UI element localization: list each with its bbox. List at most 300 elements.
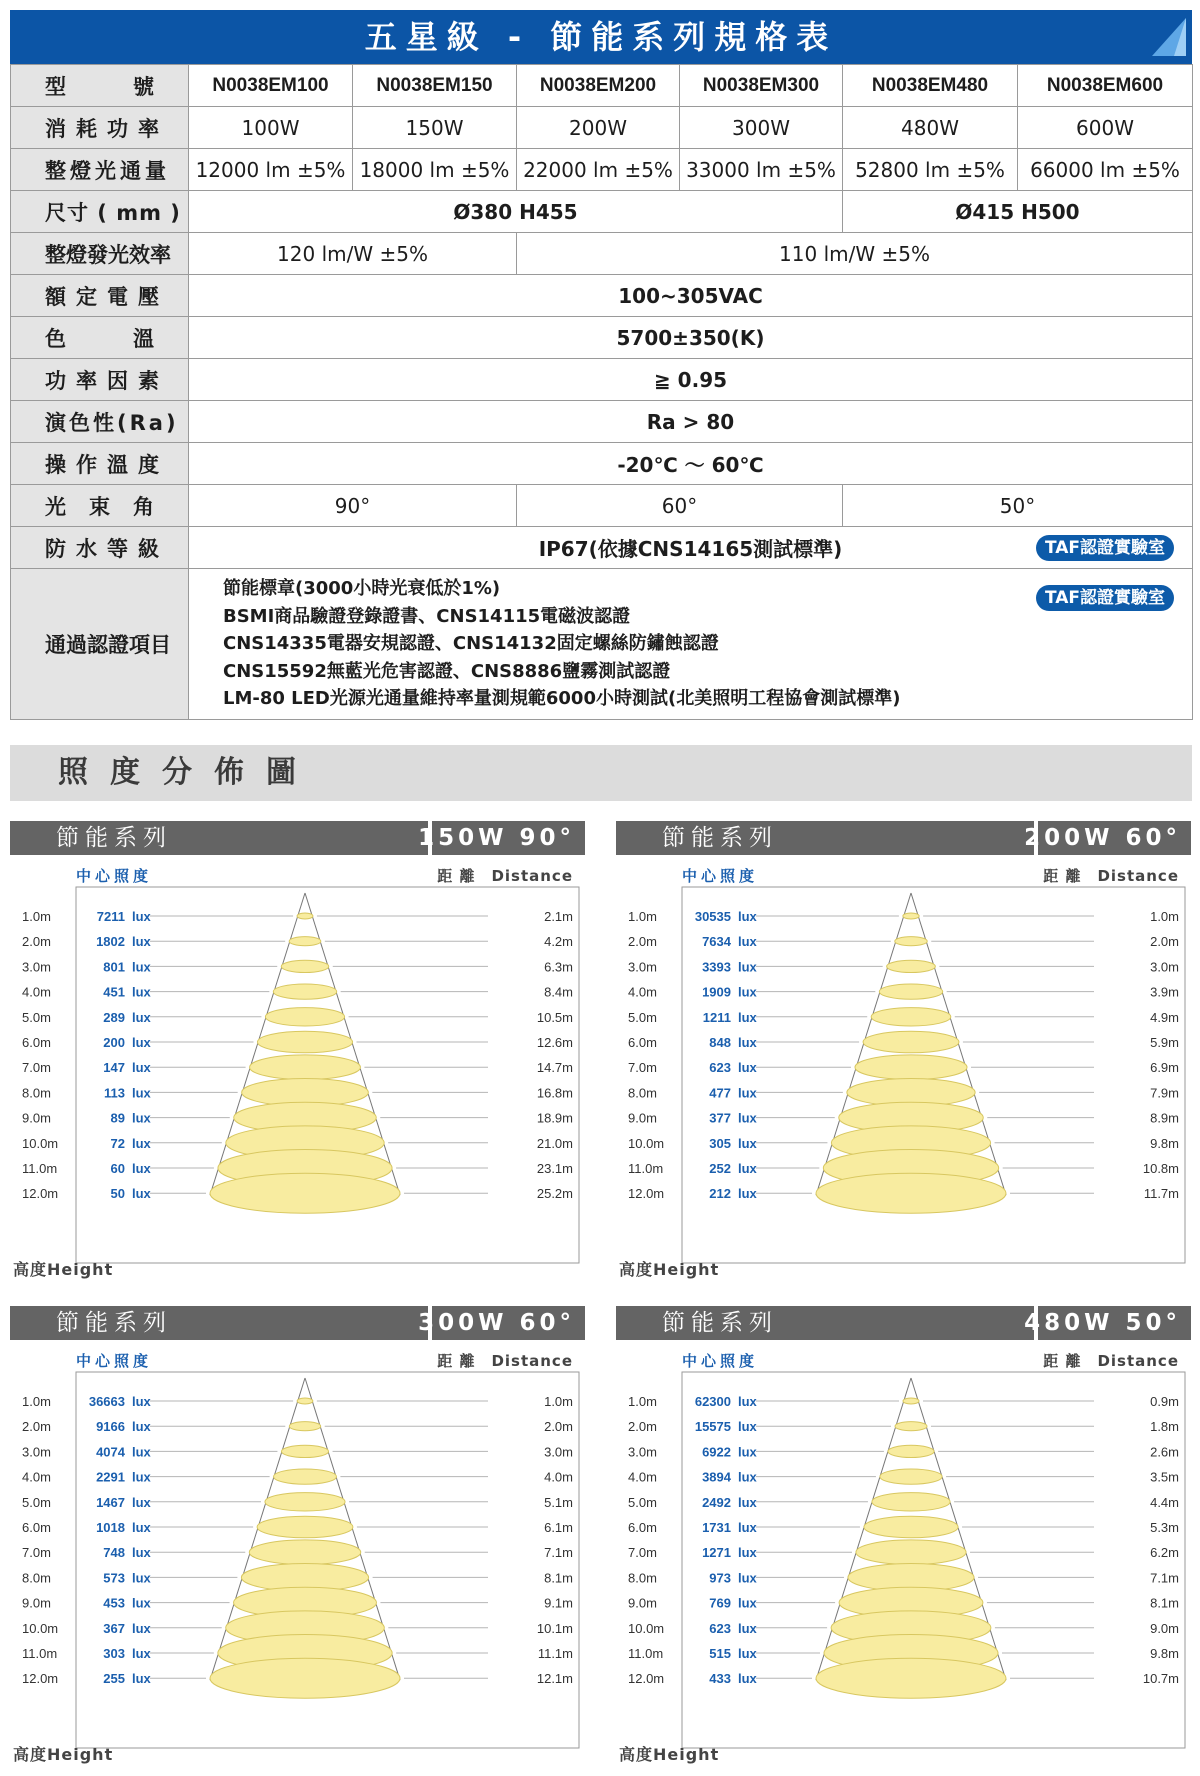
cert-cell xyxy=(189,569,1193,720)
efficacy-cell: 110 lm/W ±5% xyxy=(517,233,1193,275)
distance-label: 距 離 Distance xyxy=(1043,1352,1179,1370)
model-cell: N0038EM600 xyxy=(1018,65,1193,107)
lux-value: 623 xyxy=(709,1060,731,1076)
lux-value: 433 xyxy=(709,1671,731,1687)
lux-unit: lux xyxy=(738,1469,757,1485)
height-label: 高度Height xyxy=(13,1745,114,1764)
pf-cell: ≧ 0.95 xyxy=(189,359,1193,401)
efficacy-label: 整燈發光效率 xyxy=(11,233,189,275)
center-illuminance-label: 中心照度 xyxy=(682,867,759,885)
lux-unit: lux xyxy=(132,1520,151,1535)
distance-value: 14.7m xyxy=(536,1060,573,1076)
flux-cell: 18000 lm ±5% xyxy=(353,149,517,191)
flux-row xyxy=(11,149,1193,191)
height-label: 高度Height xyxy=(13,1260,114,1279)
height-value: 6.0m xyxy=(628,1035,657,1050)
distance-value: 2.0m xyxy=(544,1419,573,1435)
power-label: 消耗功率 xyxy=(11,107,189,149)
lux-unit: lux xyxy=(738,959,757,975)
light-ellipse xyxy=(879,984,942,999)
lux-unit: lux xyxy=(132,1135,151,1151)
height-value: 6.0m xyxy=(22,1035,51,1050)
lux-value: 7211 xyxy=(96,909,125,924)
lux-unit: lux xyxy=(132,1570,151,1586)
illuminance-panel xyxy=(616,821,1191,1279)
lux-value: 477 xyxy=(709,1085,731,1101)
lux-value: 9166 xyxy=(96,1419,125,1435)
lux-value: 1909 xyxy=(702,984,731,1000)
lux-unit: lux xyxy=(132,1545,151,1561)
light-ellipse xyxy=(281,1445,328,1457)
distance-value: 7.9m xyxy=(1150,1085,1179,1101)
distance-value: 21.0m xyxy=(536,1135,573,1151)
lux-value: 623 xyxy=(709,1620,731,1636)
lux-unit: lux xyxy=(738,1085,757,1101)
height-value: 3.0m xyxy=(22,1444,51,1460)
light-ellipse xyxy=(297,913,313,919)
lux-unit: lux xyxy=(132,959,151,975)
height-label: 高度Height xyxy=(619,1260,720,1279)
distance-value: 9.1m xyxy=(544,1595,573,1611)
height-value: 2.0m xyxy=(628,934,657,950)
lux-value: 848 xyxy=(709,1035,731,1050)
lux-value: 769 xyxy=(709,1595,731,1611)
distance-value: 8.1m xyxy=(1150,1595,1179,1611)
lux-value: 3894 xyxy=(702,1469,731,1485)
light-ellipse xyxy=(265,1493,345,1511)
distance-value: 3.5m xyxy=(1150,1469,1179,1485)
lux-value: 1731 xyxy=(702,1520,731,1535)
temp-row xyxy=(11,443,1193,485)
distance-value: 8.4m xyxy=(544,984,573,1000)
lux-unit: lux xyxy=(132,1394,151,1409)
light-ellipse xyxy=(871,1008,951,1026)
height-value: 11.0m xyxy=(22,1161,58,1176)
distance-value: 1.8m xyxy=(1150,1419,1179,1435)
power-cell: 200W xyxy=(517,107,680,149)
lux-value: 2492 xyxy=(702,1494,731,1510)
flux-cell: 22000 lm ±5% xyxy=(517,149,680,191)
illuminance-cone-chart xyxy=(10,821,585,1273)
flux-cell: 33000 lm ±5% xyxy=(680,149,843,191)
lux-value: 1211 xyxy=(702,1009,731,1025)
distance-value: 18.9m xyxy=(536,1110,573,1126)
light-ellipse xyxy=(872,1493,950,1511)
taf-badge: TAF認證實驗室 xyxy=(1036,535,1174,561)
height-value: 10.0m xyxy=(628,1135,665,1151)
light-ellipse xyxy=(863,1031,959,1053)
voltage-label: 額定電壓 xyxy=(11,275,189,317)
lux-unit: lux xyxy=(132,909,151,924)
height-value: 9.0m xyxy=(628,1595,657,1611)
illuminance-panel xyxy=(10,821,585,1279)
lux-unit: lux xyxy=(738,984,757,1000)
lux-value: 200 xyxy=(103,1035,125,1050)
lux-value: 1467 xyxy=(96,1494,125,1510)
cert-row xyxy=(11,569,1193,720)
height-value: 4.0m xyxy=(22,984,51,1000)
flux-cell: 52800 lm ±5% xyxy=(843,149,1018,191)
beam-label: 光 束 角 xyxy=(11,485,189,527)
cert-label: 通過認證項目 xyxy=(11,569,189,720)
lux-unit: lux xyxy=(132,1060,151,1076)
cct-cell: 5700±350(K) xyxy=(189,317,1193,359)
lux-unit: lux xyxy=(132,1009,151,1025)
distance-value: 11.7m xyxy=(1143,1186,1179,1202)
distance-value: 23.1m xyxy=(536,1161,573,1176)
lux-value: 377 xyxy=(709,1110,731,1126)
temp-cell: -20℃ ～ 60℃ xyxy=(189,443,1193,485)
cct-row xyxy=(11,317,1193,359)
lux-unit: lux xyxy=(738,1419,757,1435)
lux-value: 515 xyxy=(709,1646,731,1661)
panel-series-label: 節能系列 xyxy=(56,1310,172,1336)
height-value: 4.0m xyxy=(628,1469,657,1485)
lux-unit: lux xyxy=(738,1494,757,1510)
lux-value: 30535 xyxy=(694,909,731,924)
distance-label: 距 離 Distance xyxy=(437,1352,573,1370)
lux-value: 573 xyxy=(103,1570,125,1586)
cert-line: 節能標章(3000小時光衰低於1%) xyxy=(223,578,501,600)
panel-model: 300W 60° xyxy=(418,1310,575,1336)
cert-line: LM-80 LED光源光通量維持率量測規範6000小時測試(北美照明工程協會測試標準) xyxy=(223,688,901,710)
ip-label: 防水等級 xyxy=(11,527,189,569)
lux-value: 72 xyxy=(110,1135,125,1151)
model-cell: N0038EM480 xyxy=(843,65,1018,107)
height-value: 1.0m xyxy=(22,909,51,924)
height-value: 12.0m xyxy=(22,1671,59,1687)
distance-value: 4.2m xyxy=(544,934,573,950)
height-value: 12.0m xyxy=(628,1186,665,1202)
distance-value: 10.8m xyxy=(1142,1161,1179,1176)
pf-row xyxy=(11,359,1193,401)
distance-value: 12.1m xyxy=(536,1671,573,1687)
light-ellipse xyxy=(249,1540,360,1565)
lux-unit: lux xyxy=(132,934,151,950)
light-ellipse xyxy=(258,1031,353,1053)
distance-value: 4.9m xyxy=(1150,1009,1179,1025)
illuminance-title: 照度分佈圖 xyxy=(58,755,318,790)
beam-cell: 60° xyxy=(517,485,843,527)
height-value: 10.0m xyxy=(628,1620,665,1636)
cri-row xyxy=(11,401,1193,443)
lux-value: 147 xyxy=(103,1060,125,1076)
distance-value: 6.2m xyxy=(1150,1545,1179,1561)
light-ellipse xyxy=(856,1540,966,1565)
light-ellipse xyxy=(273,984,336,999)
distance-label: 距 離 Distance xyxy=(437,867,573,885)
light-ellipse xyxy=(887,960,936,972)
distance-value: 12.6m xyxy=(536,1035,573,1050)
light-ellipse xyxy=(895,1422,927,1431)
lux-value: 60 xyxy=(110,1161,125,1176)
distance-value: 8.1m xyxy=(544,1570,573,1586)
height-value: 2.0m xyxy=(22,1419,51,1435)
distance-value: 6.9m xyxy=(1150,1060,1179,1076)
distance-value: 2.0m xyxy=(1150,934,1179,950)
model-cell: N0038EM200 xyxy=(517,65,680,107)
height-value: 5.0m xyxy=(628,1009,657,1025)
illuminance-panel xyxy=(616,1306,1191,1764)
height-value: 1.0m xyxy=(22,1394,51,1409)
power-cell: 100W xyxy=(189,107,353,149)
height-value: 6.0m xyxy=(628,1520,657,1535)
lux-unit: lux xyxy=(132,1646,151,1661)
lux-unit: lux xyxy=(738,1620,757,1636)
lux-unit: lux xyxy=(738,1394,757,1409)
height-value: 10.0m xyxy=(22,1620,59,1636)
light-ellipse xyxy=(289,937,321,946)
distance-value: 5.3m xyxy=(1150,1520,1179,1535)
lux-value: 50 xyxy=(110,1186,125,1202)
lux-value: 15575 xyxy=(694,1419,731,1435)
light-ellipse xyxy=(880,1469,942,1484)
height-value: 2.0m xyxy=(22,934,51,950)
temp-label: 操作溫度 xyxy=(11,443,189,485)
power-cell: 480W xyxy=(843,107,1018,149)
height-value: 6.0m xyxy=(22,1520,51,1535)
pf-label: 功率因素 xyxy=(11,359,189,401)
height-value: 5.0m xyxy=(628,1494,657,1510)
distance-value: 3.0m xyxy=(544,1444,573,1460)
light-ellipse xyxy=(257,1516,353,1538)
efficacy-cell: 120 lm/W ±5% xyxy=(189,233,517,275)
height-value: 8.0m xyxy=(22,1085,51,1101)
panel-model: 200W 60° xyxy=(1024,825,1181,851)
light-ellipse xyxy=(816,1658,1006,1698)
lux-value: 748 xyxy=(103,1545,125,1561)
lux-value: 367 xyxy=(103,1620,125,1636)
lux-unit: lux xyxy=(132,1419,151,1435)
lux-unit: lux xyxy=(132,1595,151,1611)
light-ellipse xyxy=(816,1173,1006,1213)
height-value: 11.0m xyxy=(628,1161,664,1176)
light-ellipse xyxy=(289,1422,320,1431)
lux-value: 36663 xyxy=(88,1394,125,1409)
lux-value: 113 xyxy=(104,1085,125,1101)
illuminance-section-title xyxy=(10,745,1192,801)
lux-unit: lux xyxy=(132,1085,151,1101)
size-cell: Ø415 H500 xyxy=(843,191,1193,233)
distance-value: 6.3m xyxy=(544,959,573,975)
distance-value: 2.6m xyxy=(1150,1444,1179,1460)
illuminance-cone-chart xyxy=(10,1306,585,1758)
height-value: 8.0m xyxy=(628,1085,657,1101)
efficacy-row xyxy=(11,233,1193,275)
distance-value: 7.1m xyxy=(544,1545,573,1561)
illuminance-cone-chart xyxy=(616,1306,1191,1758)
spec-table xyxy=(10,64,1193,720)
height-value: 4.0m xyxy=(628,984,657,1000)
distance-value: 8.9m xyxy=(1150,1110,1179,1126)
height-value: 9.0m xyxy=(628,1110,657,1126)
lux-unit: lux xyxy=(738,1135,757,1151)
light-ellipse xyxy=(281,960,329,972)
ip-text: IP67(依據CNS14165測試標準) xyxy=(538,537,843,561)
height-value: 7.0m xyxy=(22,1060,51,1076)
height-value: 3.0m xyxy=(628,959,657,975)
size-cell: Ø380 H455 xyxy=(189,191,843,233)
lux-value: 973 xyxy=(709,1570,731,1586)
distance-value: 4.4m xyxy=(1150,1494,1179,1510)
light-ellipse xyxy=(250,1055,361,1080)
panel-model: 480W 50° xyxy=(1024,1310,1181,1336)
page-title: 五星級 - 節能系列規格表 xyxy=(364,18,838,56)
distance-value: 3.9m xyxy=(1150,984,1179,1000)
panel-series-label: 節能系列 xyxy=(56,825,172,851)
flux-label: 整燈光通量 xyxy=(11,149,189,191)
flux-cell: 66000 lm ±5% xyxy=(1018,149,1193,191)
distance-value: 5.1m xyxy=(544,1494,573,1510)
panel-model: 150W 90° xyxy=(418,825,575,851)
lux-unit: lux xyxy=(738,1009,757,1025)
spec-title-bar xyxy=(10,10,1192,64)
lux-unit: lux xyxy=(738,1646,757,1661)
distance-value: 4.0m xyxy=(544,1469,573,1485)
distance-value: 10.5m xyxy=(536,1009,573,1025)
lux-unit: lux xyxy=(132,1186,151,1202)
distance-value: 10.1m xyxy=(536,1620,573,1636)
lux-unit: lux xyxy=(132,1161,151,1176)
light-ellipse xyxy=(888,1445,934,1457)
center-illuminance-label: 中心照度 xyxy=(682,1352,759,1370)
distance-value: 9.8m xyxy=(1150,1646,1179,1661)
height-value: 8.0m xyxy=(22,1570,51,1586)
height-value: 1.0m xyxy=(628,1394,657,1409)
power-row xyxy=(11,107,1193,149)
lux-value: 62300 xyxy=(694,1394,731,1409)
height-value: 7.0m xyxy=(628,1060,657,1076)
lux-unit: lux xyxy=(738,1035,757,1050)
lux-value: 2291 xyxy=(96,1469,125,1485)
panel-series-label: 節能系列 xyxy=(662,1310,778,1336)
light-ellipse xyxy=(903,1398,919,1404)
lux-unit: lux xyxy=(738,1545,757,1561)
distance-value: 0.9m xyxy=(1150,1394,1179,1409)
lux-unit: lux xyxy=(132,1494,151,1510)
cri-cell: Ra > 80 xyxy=(189,401,1193,443)
height-value: 11.0m xyxy=(22,1646,58,1661)
light-ellipse xyxy=(210,1173,400,1213)
lux-unit: lux xyxy=(738,1060,757,1076)
illuminance-cone-chart xyxy=(616,821,1191,1273)
lux-unit: lux xyxy=(132,984,151,1000)
height-value: 7.0m xyxy=(628,1545,657,1561)
lux-unit: lux xyxy=(738,1444,757,1460)
lux-value: 1018 xyxy=(96,1520,125,1535)
lux-unit: lux xyxy=(738,1186,757,1202)
height-value: 9.0m xyxy=(22,1595,51,1611)
lux-value: 6922 xyxy=(702,1444,731,1460)
lux-unit: lux xyxy=(132,1620,151,1636)
lux-value: 305 xyxy=(709,1135,731,1151)
height-value: 5.0m xyxy=(22,1009,51,1025)
beam-row xyxy=(11,485,1193,527)
distance-value: 2.1m xyxy=(544,909,573,924)
light-ellipse xyxy=(903,913,919,919)
lux-value: 453 xyxy=(103,1595,125,1611)
cct-label: 色 溫 xyxy=(11,317,189,359)
distance-value: 1.0m xyxy=(544,1394,573,1409)
beam-cell: 50° xyxy=(843,485,1193,527)
distance-value: 1.0m xyxy=(1150,909,1179,924)
lux-value: 1271 xyxy=(702,1545,731,1561)
lux-unit: lux xyxy=(132,1671,151,1687)
distance-value: 9.0m xyxy=(1150,1620,1179,1636)
light-ellipse xyxy=(274,1469,337,1484)
lux-value: 4074 xyxy=(96,1444,125,1460)
center-illuminance-label: 中心照度 xyxy=(76,867,153,885)
power-cell: 150W xyxy=(353,107,517,149)
distance-value: 5.9m xyxy=(1150,1035,1179,1050)
panel-series-label: 節能系列 xyxy=(662,825,778,851)
illuminance-panel xyxy=(10,1306,585,1764)
lux-value: 255 xyxy=(103,1671,125,1687)
height-value: 7.0m xyxy=(22,1545,51,1561)
distance-value: 3.0m xyxy=(1150,959,1179,975)
light-ellipse xyxy=(210,1658,400,1698)
lux-value: 1802 xyxy=(96,934,125,950)
power-cell: 300W xyxy=(680,107,843,149)
light-ellipse xyxy=(855,1055,967,1080)
lux-unit: lux xyxy=(738,1595,757,1611)
ip-row xyxy=(11,527,1193,569)
cri-label: 演色性(Ra) xyxy=(11,401,189,443)
lux-value: 289 xyxy=(103,1009,125,1025)
distance-value: 10.7m xyxy=(1142,1671,1179,1687)
lux-value: 451 xyxy=(103,984,125,1000)
lux-value: 252 xyxy=(709,1161,731,1176)
center-illuminance-label: 中心照度 xyxy=(76,1352,153,1370)
voltage-row xyxy=(11,275,1193,317)
flux-cell: 12000 lm ±5% xyxy=(189,149,353,191)
lux-value: 303 xyxy=(103,1646,125,1661)
taf-badge: TAF認證實驗室 xyxy=(1036,585,1174,611)
distance-value: 25.2m xyxy=(536,1186,573,1202)
height-value: 4.0m xyxy=(22,1469,51,1485)
model-label: 型 號 xyxy=(11,65,189,107)
lux-value: 3393 xyxy=(702,959,731,975)
lux-unit: lux xyxy=(738,909,757,924)
height-value: 9.0m xyxy=(22,1110,51,1126)
ip-cell xyxy=(189,527,1193,569)
height-value: 2.0m xyxy=(628,1419,657,1435)
distance-value: 9.8m xyxy=(1150,1135,1179,1151)
light-ellipse xyxy=(297,1398,313,1404)
size-label: 尺寸 ( mm ) xyxy=(11,191,189,233)
size-row xyxy=(11,191,1193,233)
beam-cell: 90° xyxy=(189,485,517,527)
voltage-cell: 100~305VAC xyxy=(189,275,1193,317)
model-row xyxy=(11,65,1193,107)
lux-unit: lux xyxy=(738,1671,757,1687)
distance-value: 6.1m xyxy=(544,1520,573,1535)
distance-label: 距 離 Distance xyxy=(1043,867,1179,885)
height-value: 1.0m xyxy=(628,909,657,924)
lux-unit: lux xyxy=(738,934,757,950)
distance-value: 11.1m xyxy=(537,1646,573,1661)
model-cell: N0038EM100 xyxy=(189,65,353,107)
lux-value: 7634 xyxy=(702,934,731,950)
lux-unit: lux xyxy=(738,1570,757,1586)
cert-line: CNS15592無藍光危害認證、CNS8886鹽霧測試認證 xyxy=(223,660,671,682)
model-cell: N0038EM300 xyxy=(680,65,843,107)
light-ellipse xyxy=(265,1008,344,1026)
light-ellipse xyxy=(895,937,927,946)
lux-value: 89 xyxy=(110,1110,125,1126)
lux-unit: lux xyxy=(738,1520,757,1535)
cert-line: BSMI商品驗證登錄證書、CNS14115電磁波認證 xyxy=(223,605,631,627)
